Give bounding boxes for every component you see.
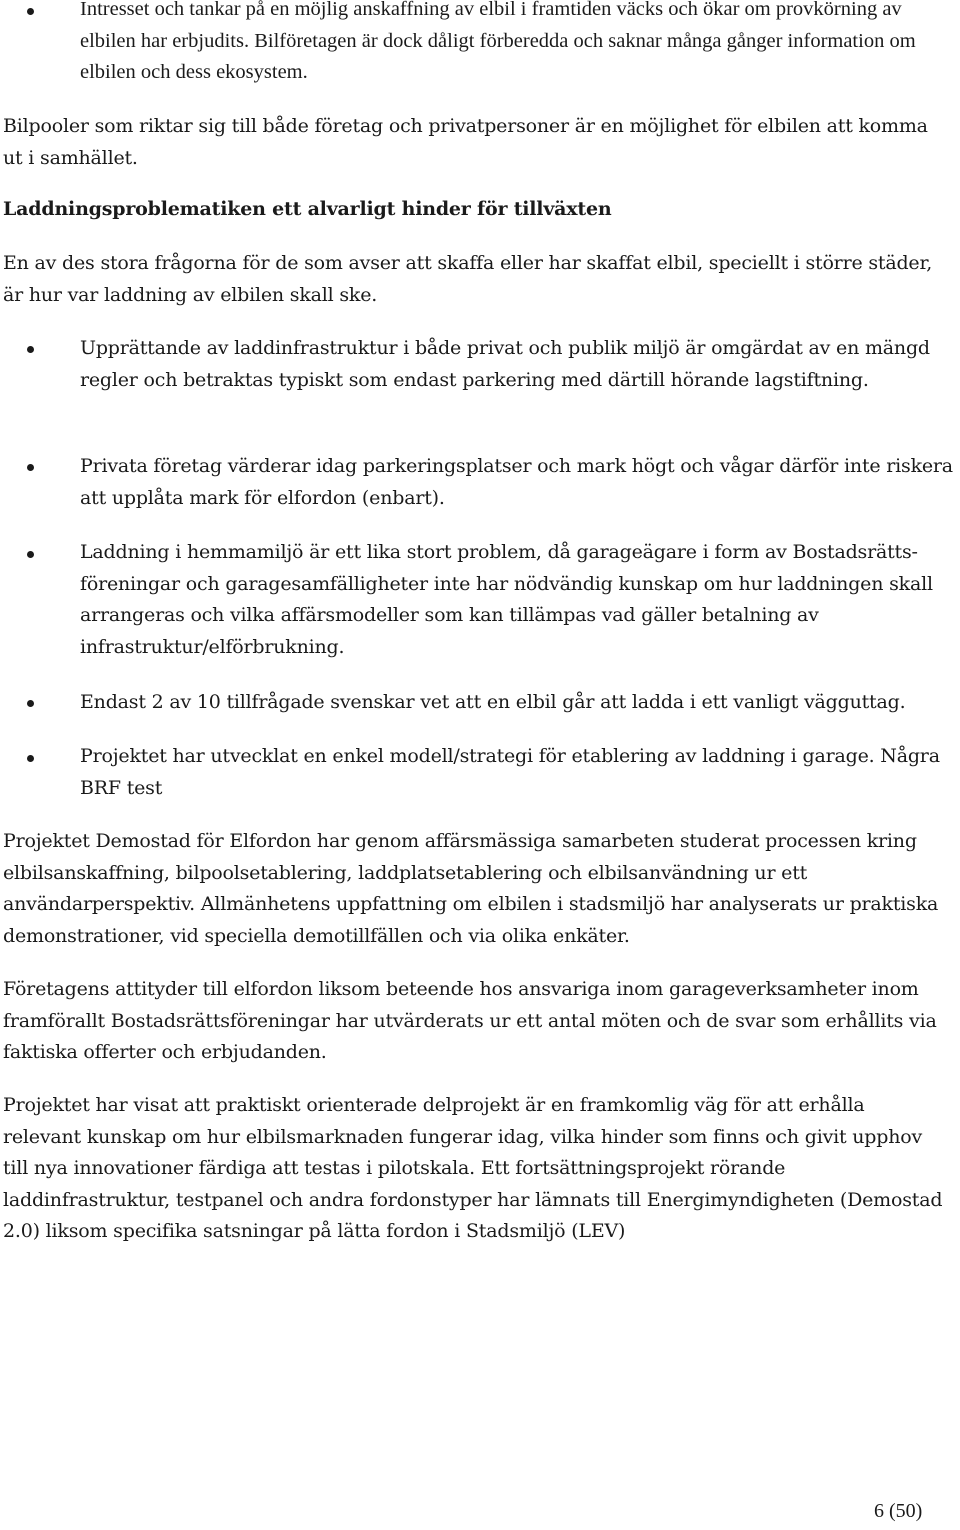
paragraph-summary: Projektet Demostad för Elfordon har genom affärsmässiga samarbeten studerat processen kring elbilsanskaffning, bilpoolsetablering, laddplatsetablering och elbilsanvändning ur ett användarperspektiv. Allmänhetens uppfattning om elbilen i stadsmiljö har analyserats ur praktiska demonstrationer, vid speciella demotillfällen och via olika enkäter. [3,830,939,947]
paragraph-intro: En av des stora frågorna för de som avser att skaffa eller har skaffat elbil, speciellt i större städer, är hur var laddning av elbilen skall ske. [3,252,933,306]
bullet-marker [27,8,34,15]
bullet-marker [27,755,34,762]
page-number: 6 (50) [874,1500,923,1522]
bullet-marker [27,551,34,558]
bullet-marker [27,464,34,471]
bullet-marker [27,346,34,353]
section-heading: Laddningsproblematiken ett alvarligt hinder för tillväxten [3,198,612,220]
list-item: Upprättande av laddinfrastruktur i både privat och publik miljö är omgärdat av en mängd regler och betraktas typiskt som endast parkering med därtill hörande lagstiftning. [80,337,930,391]
list-item: Laddning i hemmamiljö är ett lika stort problem, då garageägare i form av Bostadsrätts-föreningar och garagesamfälligheter inte har nödvändig kunskap om hur laddningen skall arrangeras och vilka affärsmodeller som kan tillämpas vad gäller betalning av infrastruktur/elförbrukning. [80,541,933,658]
bullet-marker [27,700,34,707]
paragraph-attitudes: Företagens attityder till elfordon liksom beteende hos ansvariga inom garageverksamheter inom framförallt Bostadsrättsföreningar har utvärderats ur ett antal möten och de svar som erhållits via faktiska offerter och erbjudanden. [3,978,937,1063]
list-item: Privata företag värderar idag parkeringsplatser och mark högt och vågar därför inte riskera att upplåta mark för elfordon (enbart). [80,455,953,509]
list-item: Endast 2 av 10 tillfrågade svenskar vet att en elbil går att ladda i ett vanligt vägguttag. [80,691,906,713]
paragraph-conclusion: Projektet har visat att praktiskt orienterade delprojekt är en framkomlig väg för att erhålla relevant kunskap om hur elbilsmarknaden fungerar idag, vilka hinder som finns och givit upphov till nya innovationer färdiga att testas i pilotskala. Ett fortsättningsprojekt rörande laddinfrastruktur, testpanel och andra fordonstyper har lämnats till Energimyndigheten (Demostad 2.0) liksom specifika satsningar på lätta fordon i Stadsmiljö (LEV) [3,1094,943,1242]
list-item: Projektet har utvecklat en enkel modell/strategi för etablering av laddning i garage. Några BRF test [80,745,940,799]
paragraph-bilpooler: Bilpooler som riktar sig till både företag och privatpersoner är en möjlighet för elbilen att komma ut i samhället. [3,115,928,169]
list-item: Intresset och tankar på en möjlig anskaffning av elbil i framtiden väcks och ökar om provkörning av elbilen har erbjudits. Bilföretagen är dock dåligt förberedda och saknar många gånger information om elbilen och dess ekosystem. [80,0,916,83]
